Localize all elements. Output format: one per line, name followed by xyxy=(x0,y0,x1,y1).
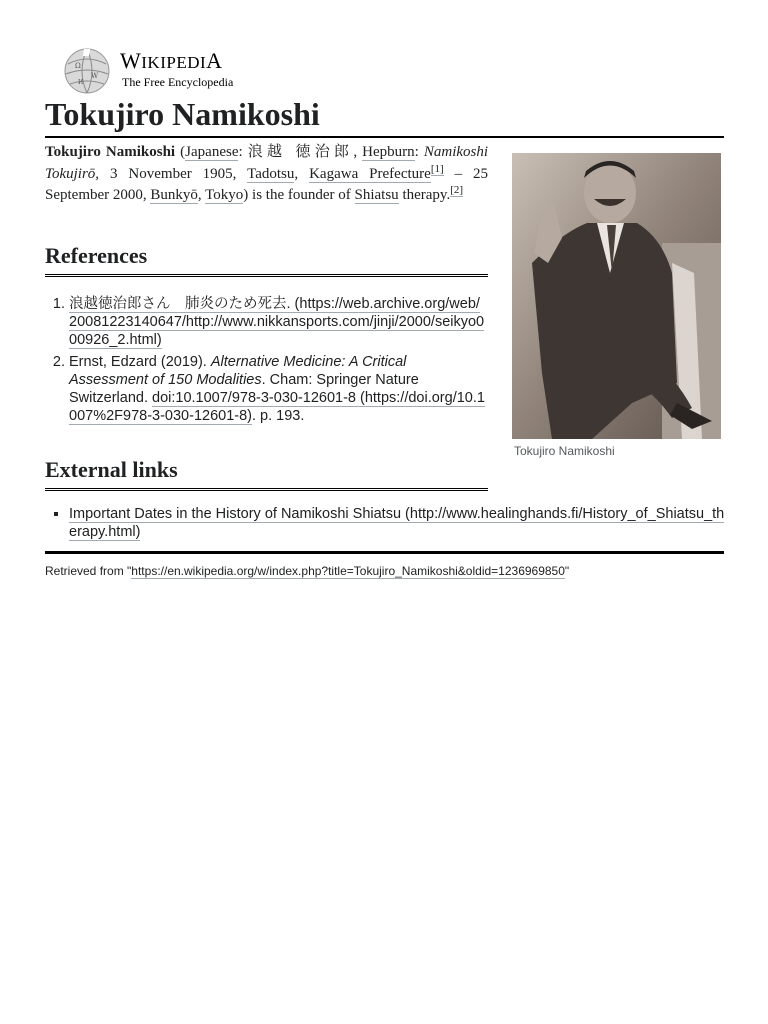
doi-link[interactable]: doi:10.1007/978-3-030-12601-8 (https://doi.org/10.1007%2F978-3-030-12601-8) xyxy=(69,390,485,424)
reference-1-url-link[interactable]: 浪越徳治郎さん 肺炎のため死去. (https://web.archive.org/web/20081223140647/http://www.nikkansports.com/jinji/2000/seikyo000926_2.html) xyxy=(69,296,485,348)
tadotsu-link[interactable]: Tadotsu xyxy=(247,165,295,182)
hepburn-link[interactable]: Hepburn xyxy=(362,144,415,160)
svg-text:И: И xyxy=(78,79,84,86)
retrieved-from: Retrieved from "https://en.wikipedia.org/w/index.php?title=Tokujiro_Namikoshi&oldid=1236969850" xyxy=(45,564,570,578)
infobox-caption: Tokujiro Namikoshi xyxy=(514,444,615,458)
reference-item-1 xyxy=(69,295,485,349)
namikoshi-shiatsu-history-link[interactable]: Important Dates in the History of Namikoshi Shiatsu (http://www.healinghands.fi/History_of_Shiatsu_therapy.html) xyxy=(69,506,725,540)
wikipedia-logo[interactable] xyxy=(62,44,242,94)
infobox xyxy=(512,153,722,458)
svg-text:W: W xyxy=(91,72,99,80)
shiatsu-link[interactable]: Shiatsu xyxy=(354,187,399,203)
kagawa-prefecture-link[interactable]: Kagawa Prefecture xyxy=(309,165,431,182)
external-links-heading: External links xyxy=(45,455,488,491)
reference-2-link[interactable]: [2] xyxy=(450,184,464,196)
footer-divider xyxy=(45,551,724,554)
japanese-link[interactable]: Japanese xyxy=(185,144,239,160)
lead-paragraph: Tokujiro Namikoshi (Japanese: 浪越 徳治郎, Hepburn: Namikoshi Tokujirō, 3 November 1905, Tadotsu, Kagawa Prefecture[1] – 25 September 2000, Bunkyō, Tokyo) is the founder of Shiatsu therapy.[2] xyxy=(45,142,489,203)
kanji-name: 浪越 徳治郎 xyxy=(247,142,354,160)
external-link-item xyxy=(69,505,725,541)
references-list xyxy=(45,295,485,429)
subject-name: Tokujiro Namikoshi xyxy=(45,144,176,160)
svg-text:Ω: Ω xyxy=(75,62,81,70)
tokyo-link[interactable]: Tokyo xyxy=(205,187,244,203)
external-links-list xyxy=(45,505,725,541)
reference-1-link[interactable]: [1] xyxy=(430,162,444,175)
wikipedia-tagline: The Free Encyclopedia xyxy=(122,75,234,89)
permanent-link[interactable]: https://en.wikipedia.org/w/index.php?title=Tokujiro_Namikoshi&oldid=1236969850 xyxy=(131,564,565,578)
wikipedia-globe-icon xyxy=(62,46,112,96)
references-heading: References xyxy=(45,241,488,277)
page-title: Tokujiro Namikoshi xyxy=(45,92,724,138)
reference-item-2: 2. Ernst, Edzard (2019). Alternative Medicine: A Critical Assessment of 150 Modalities. Cham: Springer Nature Switzerland. doi:10.1007/978-3-030-12601-8 (https://doi.org/10.1007%2F978-3-030-12601-8). p. 193. xyxy=(69,353,485,425)
bunkyo-link[interactable]: Bunkyō xyxy=(150,187,198,203)
wikipedia-wordmark: WIKIPEDIA xyxy=(120,48,223,73)
book-title: Alternative Medicine: A Critical Assessment of 150 Modalities xyxy=(69,354,407,388)
portrait-photo[interactable] xyxy=(512,153,721,439)
romaji-name: Namikoshi Tokujirō xyxy=(45,144,489,182)
